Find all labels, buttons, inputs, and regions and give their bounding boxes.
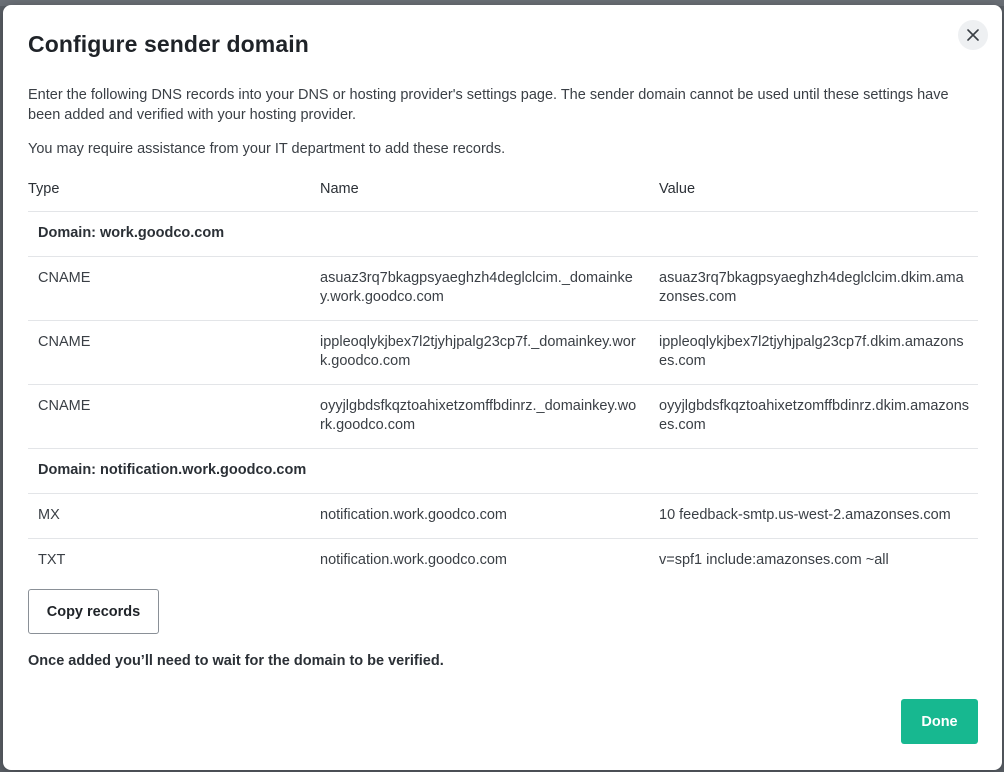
domain-group-label: Domain: notification.work.goodco.com bbox=[38, 462, 307, 478]
record-type: CNAME bbox=[38, 398, 91, 414]
verification-note: Once added you’ll need to wait for the domain to be verified. bbox=[28, 653, 444, 669]
done-button[interactable]: Done bbox=[901, 699, 978, 744]
table-row bbox=[28, 494, 978, 539]
record-value: oyyjlgbdsfkqztoahixetzomffbdinrz.dkim.amazonses.com bbox=[659, 398, 970, 433]
table-row bbox=[28, 385, 978, 449]
record-value: 10 feedback-smtp.us-west-2.amazonses.com bbox=[659, 507, 951, 523]
record-value: v=spf1 include:amazonses.com ~all bbox=[659, 552, 889, 568]
table-row bbox=[28, 539, 978, 583]
record-name: asuaz3rq7bkagpsyaeghzh4deglclcim._domainkey.work.goodco.com bbox=[320, 270, 633, 305]
record-name: notification.work.goodco.com bbox=[320, 507, 507, 523]
column-header-value: Value bbox=[659, 181, 696, 197]
record-type: TXT bbox=[38, 552, 66, 568]
column-header-type: Type bbox=[28, 181, 60, 197]
dialog-title: Configure sender domain bbox=[28, 31, 309, 57]
column-header-name: Name bbox=[320, 181, 359, 197]
table-row bbox=[28, 321, 978, 385]
table-row bbox=[28, 257, 978, 321]
record-name: notification.work.goodco.com bbox=[320, 552, 507, 568]
domain-group-label: Domain: work.goodco.com bbox=[38, 225, 225, 241]
it-assistance-note: You may require assistance from your IT department to add these records. bbox=[28, 141, 506, 157]
record-name: oyyjlgbdsfkqztoahixetzomffbdinrz._domainkey.work.goodco.com bbox=[320, 398, 637, 433]
table-header bbox=[28, 173, 978, 212]
intro-text: Enter the following DNS records into your DNS or hosting provider's settings page. The sender domain cannot be used until these settings have been added and verified with your hosting provider. bbox=[28, 87, 949, 123]
record-value: ippleoqlykjbex7l2tjyhjpalg23cp7f.dkim.amazonses.com bbox=[659, 334, 964, 369]
close-icon bbox=[967, 29, 979, 41]
record-type: CNAME bbox=[38, 270, 91, 286]
record-type: MX bbox=[38, 507, 60, 523]
domain-group-header bbox=[28, 212, 978, 257]
domain-group-header bbox=[28, 449, 978, 494]
copy-records-button[interactable]: Copy records bbox=[28, 589, 159, 634]
close-button[interactable] bbox=[958, 20, 988, 50]
configure-sender-domain-dialog bbox=[3, 5, 1002, 770]
dns-records-table bbox=[28, 173, 978, 583]
record-value: asuaz3rq7bkagpsyaeghzh4deglclcim.dkim.amazonses.com bbox=[659, 270, 964, 305]
record-type: CNAME bbox=[38, 334, 91, 350]
record-name: ippleoqlykjbex7l2tjyhjpalg23cp7f._domainkey.work.goodco.com bbox=[320, 334, 636, 369]
